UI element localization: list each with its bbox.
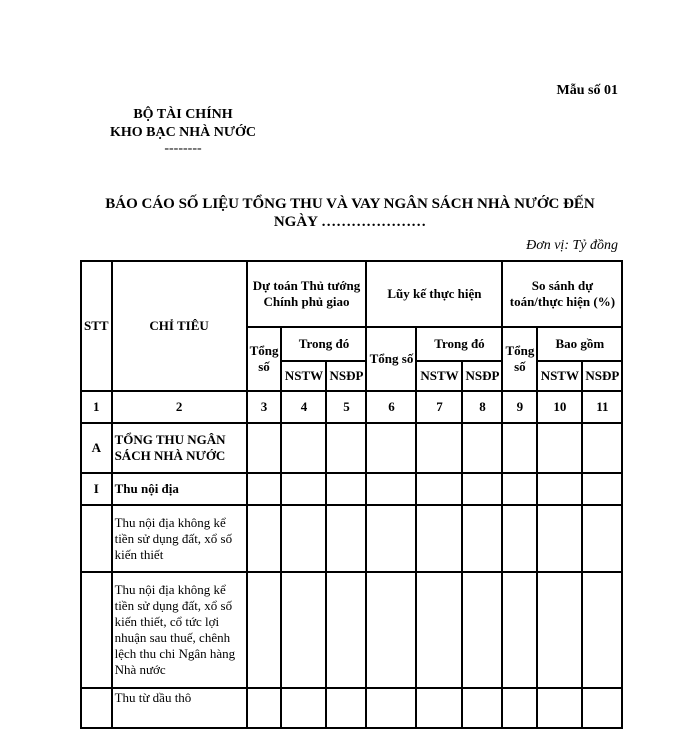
table-cell [247,473,282,505]
table-cell [416,505,462,572]
header-comparison-nsdp: NSĐP [582,361,622,391]
header-stt: STT [81,261,112,391]
table-cell [416,688,462,728]
row-label: Thu từ dầu thô [112,688,247,728]
table-cell [582,423,622,473]
row-label: TỔNG THU NGÂN SÁCH NHÀ NƯỚC [112,423,247,473]
column-number: 11 [582,391,622,423]
table-cell [502,505,537,572]
row-stt: A [81,423,112,473]
table-cell [582,505,622,572]
table-cell [281,572,326,688]
table-cell [502,572,537,688]
table-row [81,473,622,505]
report-title: BÁO CÁO SỐ LIỆU TỔNG THU VÀ VAY NGÂN SÁCH NHÀ NƯỚC ĐẾN NGÀY ………………… [105,196,595,230]
form-number: Mẫu số 01 [556,83,618,98]
column-number-row [81,391,622,423]
table-cell [326,505,366,572]
table-cell [416,572,462,688]
column-number: 1 [81,391,112,423]
column-number: 8 [462,391,502,423]
agency-separator: -------- [164,141,202,156]
header-estimate-nsdp: NSĐP [326,361,366,391]
table-cell [281,688,326,728]
header-comparison-including: Bao gồm [537,327,622,361]
row-stt: I [81,473,112,505]
header-estimate: Dự toán Thủ tướng Chính phủ giao [247,261,367,327]
table-cell [537,423,582,473]
unit-label: Đơn vị: Tỷ đồng [526,238,618,253]
header-accumulated-nsdp: NSĐP [462,361,502,391]
column-number: 10 [537,391,582,423]
header-comparison-nstw: NSTW [537,361,582,391]
row-label: Thu nội địa không kể tiền sử dụng đất, xổ số kiến thiết, cổ tức lợi nhuận sau thuế, chênh lệch thu chi Ngân hàng Nhà nước [112,572,247,688]
column-number: 5 [326,391,366,423]
row-stt [81,688,112,728]
header-estimate-nstw: NSTW [281,361,326,391]
table-cell [462,572,502,688]
table-cell [537,688,582,728]
header-accumulated-total: Tổng số [366,327,416,391]
table-cell [582,688,622,728]
table-cell [582,572,622,688]
header-indicator: CHỈ TIÊU [112,261,247,391]
table-cell [537,505,582,572]
table-cell [247,423,282,473]
header-accumulated: Lũy kế thực hiện [366,261,502,327]
table-cell [247,688,282,728]
table-cell [366,423,416,473]
ministry-name: BỘ TÀI CHÍNH [133,107,233,122]
row-stt [81,505,112,572]
table-row [81,505,622,572]
row-stt [81,572,112,688]
table-cell [582,473,622,505]
table-cell [462,473,502,505]
header-comparison-total: Tổng số [502,327,537,391]
table-cell [502,423,537,473]
row-label: Thu nội địa [112,473,247,505]
table-cell [326,572,366,688]
table-cell [462,423,502,473]
table-cell [326,473,366,505]
table-cell [462,688,502,728]
table-cell [281,473,326,505]
table-cell [326,688,366,728]
header-accumulated-of-which: Trong đó [416,327,502,361]
table-cell [366,473,416,505]
header-estimate-of-which: Trong đó [281,327,366,361]
agency-header [103,106,263,156]
table-cell [502,688,537,728]
table-cell [416,473,462,505]
column-number: 3 [247,391,282,423]
table-cell [366,688,416,728]
table-cell [416,423,462,473]
column-number: 7 [416,391,462,423]
column-number: 4 [281,391,326,423]
header-estimate-total: Tổng số [247,327,282,391]
header-accumulated-nstw: NSTW [416,361,462,391]
treasury-name: KHO BẠC NHÀ NƯỚC [109,125,257,140]
column-number: 2 [112,391,247,423]
column-number: 6 [366,391,416,423]
table-cell [326,423,366,473]
table-cell [366,572,416,688]
table-cell [366,505,416,572]
table-cell [247,572,282,688]
table-cell [502,473,537,505]
table-cell [281,423,326,473]
table-row [81,423,622,473]
table-cell [537,473,582,505]
table-cell [537,572,582,688]
row-label: Thu nội địa không kể tiền sử dụng đất, xổ số kiến thiết [112,505,247,572]
header-comparison: So sánh dự toán/thực hiện (%) [502,261,622,327]
table-row [81,688,622,728]
table-cell [281,505,326,572]
report-table [80,260,623,729]
table-cell [462,505,502,572]
table-cell [247,505,282,572]
column-number: 9 [502,391,537,423]
table-row [81,572,622,688]
